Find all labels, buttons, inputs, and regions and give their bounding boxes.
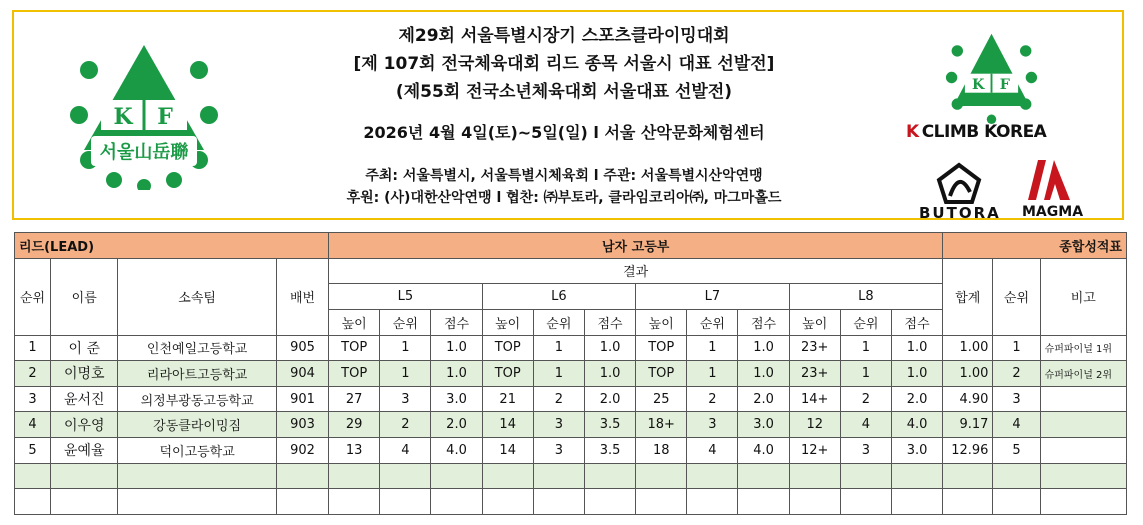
table-title-row xyxy=(15,233,1127,259)
sub-rank: 순위 xyxy=(533,309,584,335)
butora-mark-icon xyxy=(934,162,984,204)
discipline-label: 리드(LEAD) xyxy=(15,233,329,259)
col-team: 소속팀 xyxy=(118,258,277,335)
organizers: 주최: 서울특별시, 서울특별시체육회 l 주관: 서울특별시산악연맹 xyxy=(365,168,763,184)
empty-row xyxy=(15,489,1127,515)
svg-text:F: F xyxy=(999,76,1010,93)
title-line-1: 제29회 서울특별시장기 스포츠클라이밍대회 xyxy=(398,26,730,46)
sub-score: 점수 xyxy=(584,309,635,335)
round-l5: L5 xyxy=(329,284,483,310)
sub-height: 높이 xyxy=(789,309,840,335)
col-result: 결과 xyxy=(329,258,943,284)
category-label: 남자 고등부 xyxy=(329,233,943,259)
climbkorea-mark-icon: K xyxy=(906,122,919,142)
sub-height: 높이 xyxy=(482,309,533,335)
col-note: 비고 xyxy=(1040,258,1126,335)
report-label: 종합성적표 xyxy=(943,233,1127,259)
sub-score: 점수 xyxy=(431,309,482,335)
results-table xyxy=(14,232,1127,515)
svg-text:서울山岳聯: 서울山岳聯 xyxy=(99,142,189,163)
round-l6: L6 xyxy=(482,284,636,310)
col-bib: 배번 xyxy=(276,258,328,335)
climbkorea-logo: K CLIMB KOREA xyxy=(906,122,1047,142)
sub-rank: 순위 xyxy=(840,309,891,335)
sub-height: 높이 xyxy=(329,309,380,335)
sub-rank: 순위 xyxy=(687,309,738,335)
butora-logo-text: BUTORA xyxy=(919,204,1001,222)
event-date-venue: 2026년 4월 4일(토)~5일(일) l 서울 산악문화체험센터 xyxy=(363,123,765,142)
table-row: 3 윤서진 의정부광동고등학교 901 27 3 3.0 21 2 2.0 25 2 2.0 14+ 2 2.0 4.90 3 xyxy=(15,386,1127,412)
svg-text:K: K xyxy=(113,104,133,130)
col-rank: 순위 xyxy=(15,258,51,335)
event-header xyxy=(12,10,1124,220)
sub-rank: 순위 xyxy=(380,309,431,335)
header-row-1 xyxy=(15,258,1127,284)
col-final-rank: 순위 xyxy=(993,258,1040,335)
sub-height: 높이 xyxy=(636,309,687,335)
table-row: 5 윤예율 덕이고등학교 902 13 4 4.0 14 3 3.5 18 4 4.0 12+ 3 3.0 12.96 5 xyxy=(15,438,1127,464)
title-line-3: (제55회 전국소년체육대회 서울대표 선발전) xyxy=(395,82,733,102)
seoul-alpine-federation-logo xyxy=(69,40,219,190)
magma-mark-icon xyxy=(1024,158,1074,202)
round-l7: L7 xyxy=(636,284,790,310)
sub-score: 점수 xyxy=(738,309,789,335)
table-row: 1 이 준 인천예일고등학교 905 TOP 1 1.0 TOP 1 1.0 TOP 1 1.0 23+ 1 1.0 1.00 1 슈퍼파이널 1위 xyxy=(15,335,1127,361)
empty-row xyxy=(15,463,1127,489)
sponsors: 후원: (사)대한산악연맹 l 협찬: ㈜부토라, 클라임코리아㈜, 마그마홀드 xyxy=(346,190,782,206)
col-total: 합계 xyxy=(943,258,993,335)
col-name: 이름 xyxy=(51,258,118,335)
svg-text:F: F xyxy=(157,104,173,130)
table-row: 2 이명호 리라아트고등학교 904 TOP 1 1.0 TOP 1 1.0 TOP 1 1.0 23+ 1 1.0 1.00 2 슈퍼파이널 2위 xyxy=(15,361,1127,387)
round-l8: L8 xyxy=(789,284,943,310)
magma-logo-text: MAGMA xyxy=(1022,204,1084,220)
sub-score: 점수 xyxy=(891,309,942,335)
svg-text:K: K xyxy=(972,76,985,93)
title-line-2: [제 107회 전국체육대회 리드 종목 서울시 대표 선발전] xyxy=(353,54,775,74)
table-row: 4 이우영 강동클라이밍짐 903 29 2 2.0 14 3 3.5 18+ 3 3.0 12 4 4.0 9.17 4 xyxy=(15,412,1127,438)
korea-alpine-federation-logo xyxy=(944,30,1039,125)
